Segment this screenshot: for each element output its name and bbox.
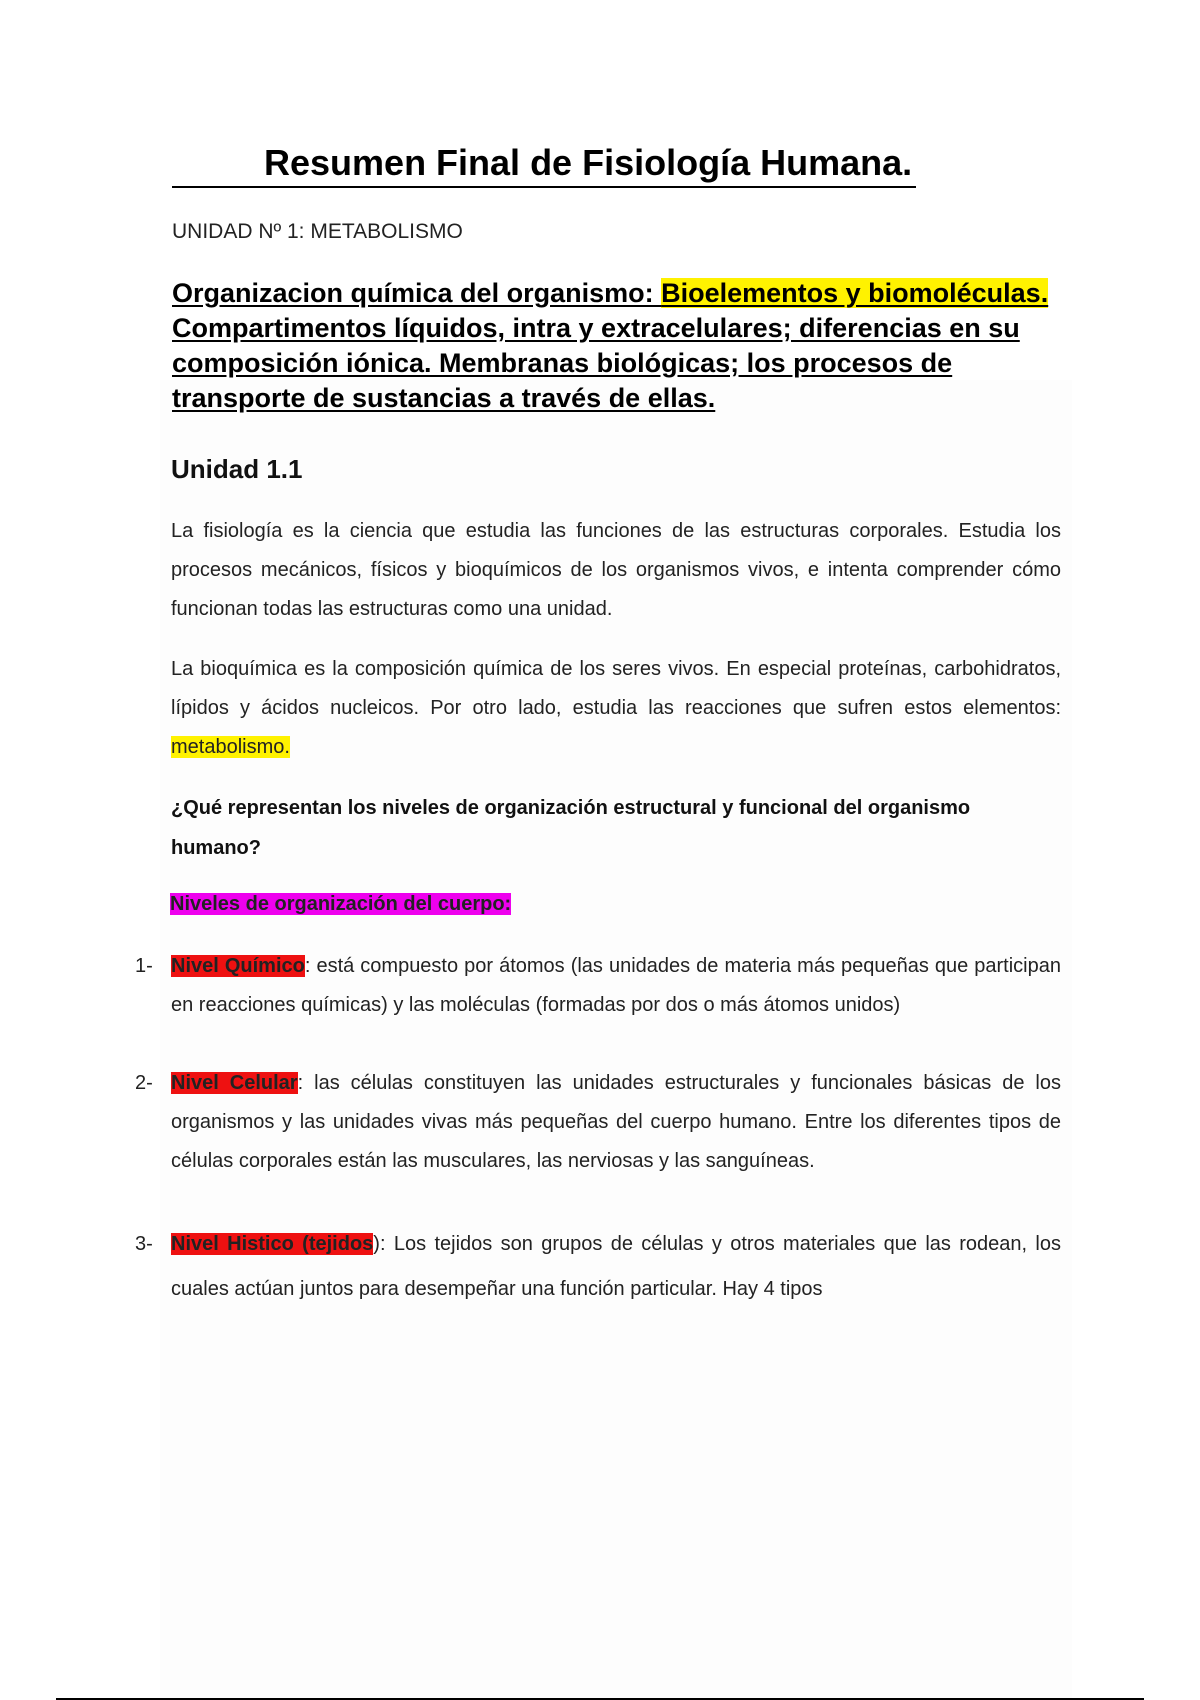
levels-heading [170, 890, 511, 918]
subject-part1: Organizacion química del organismo: [172, 278, 662, 308]
list-number: 2- [135, 1072, 153, 1094]
document-title: Resumen Final de Fisiología Humana. [172, 140, 916, 188]
levels-heading-text: Niveles de organización del cuerpo: [170, 893, 512, 915]
list-number: 3- [135, 1233, 153, 1255]
subject-part3: Compartimentos líquidos, intra y extracelulares; diferencias en su composición iónica. Membranas biológicas; los procesos de transporte de sustancias a través de ellas. [172, 313, 1020, 413]
level-term: Nivel Celular [171, 1072, 298, 1094]
level-term: Nivel Químico [171, 955, 305, 977]
list-item [135, 1222, 1061, 1312]
level-description: ): Los tejidos son grupos de células y otros materiales que las rodean, los cuales actúan juntos para desempeñar una función particular. Hay 4 tipos [171, 1233, 1061, 1300]
level-description: : las células constituyen las unidades estructurales y funcionales básicas de los organismos y las unidades vivas más pequeñas del cuerpo humano. Entre los diferentes tipos de células corporales están las musculares, las nerviosas y las sanguíneas. [171, 1072, 1061, 1172]
paragraph-bioquimica-text: La bioquímica es la composición química de los seres vivos. En especial proteínas, carbohidratos, lípidos y ácidos nucleicos. Por otro lado, estudia las reacciones que sufren estos elementos: [171, 658, 1061, 719]
unit-line: UNIDAD Nº 1: METABOLISMO [172, 220, 463, 243]
level-term: Nivel Histico (tejidos [171, 1233, 374, 1255]
subject-heading [172, 276, 1072, 416]
list-item [135, 947, 1061, 1025]
list-number: 1- [135, 955, 153, 977]
subject-highlight: Bioelementos y biomoléculas. [661, 278, 1049, 308]
metabolismo-highlight: metabolismo. [171, 736, 290, 758]
paragraph-fisiologia: La fisiología es la ciencia que estudia las funciones de las estructuras corporales. Estudia los procesos mecánicos, físicos y bioquímicos de los organismos vivos, e intenta comprender cómo funcionan todas las estructuras como una unidad. [171, 520, 1061, 620]
section-heading: Unidad 1.1 [171, 454, 303, 484]
list-item [135, 1064, 1061, 1181]
question-heading: ¿Qué representan los niveles de organización estructural y funcional del organismo humano? [171, 797, 971, 859]
paragraph-bioquimica [171, 650, 1061, 767]
level-description: : está compuesto por átomos (las unidades de materia más pequeñas que participan en reacciones químicas) y las moléculas (formadas por dos o más átomos unidos) [171, 955, 1061, 1016]
